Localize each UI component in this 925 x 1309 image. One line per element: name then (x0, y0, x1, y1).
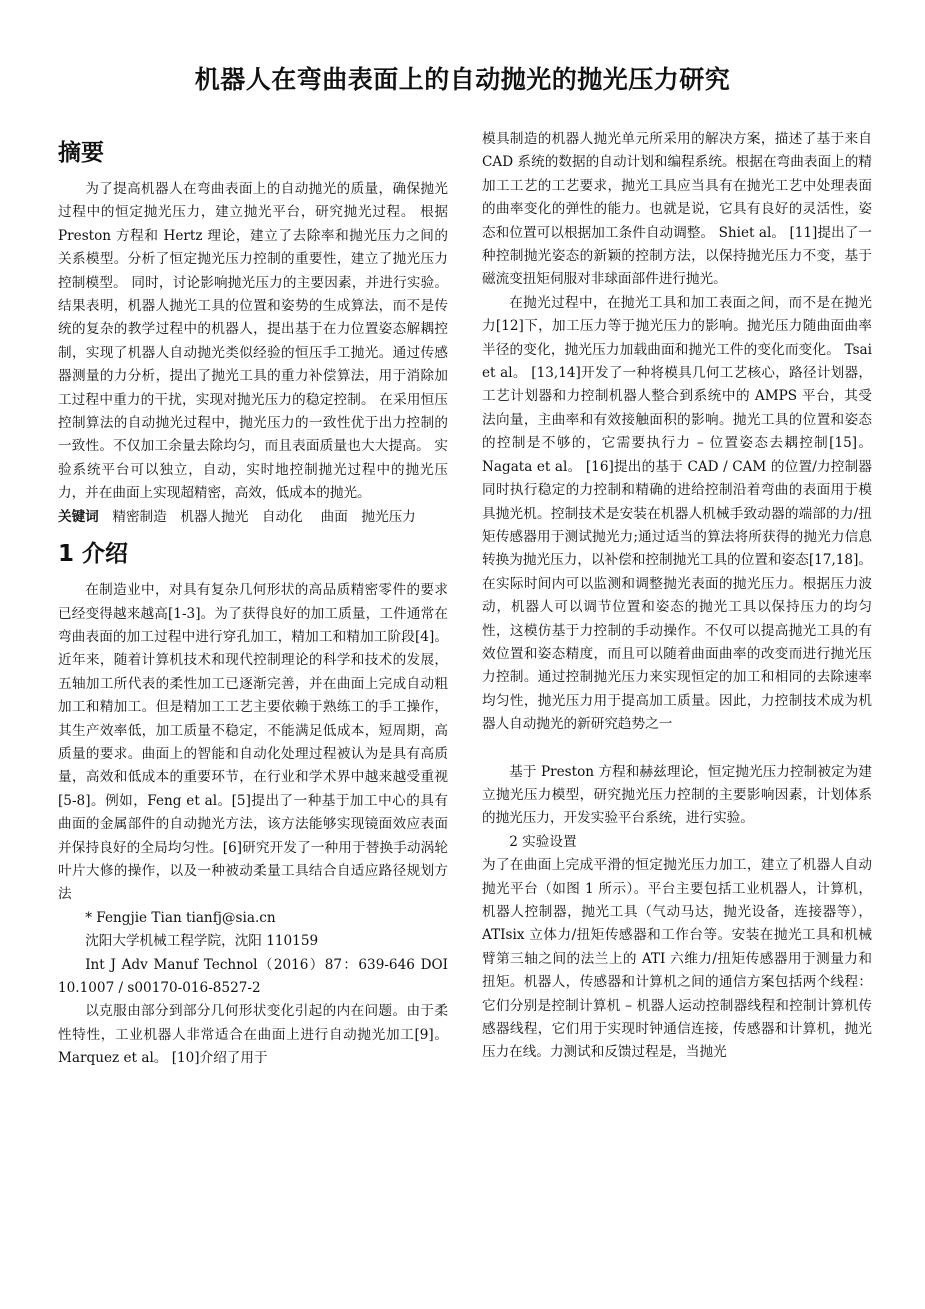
citation-note: Int J Adv Manuf Technol（2016）87：639-646 DOI 10.1007 / s00170-016-8527-2 (58, 956, 448, 996)
abstract-heading: 摘要 (58, 140, 104, 166)
affiliation-note: 沈阳大学机械工程学院，沈阳 110159 (85, 933, 319, 950)
intro-paragraph-2: 以克服由部分到部分几何形状变化引起的内在问题。由于柔性特性，工业机器人非常适合在曲面上进行自动抛光加工[9]。 Marquez et al。 [10]介绍了用于 (58, 1003, 448, 1067)
right-column (482, 128, 872, 1065)
page-title: 机器人在弯曲表面上的自动抛光的抛光压力研究 (194, 65, 731, 94)
right-paragraph-2: 在抛光过程中，在抛光工具和加工表面之间，而不是在抛光力[12]下，加工压力等于抛光压力的影响。抛光压力随曲面曲率半径的变化，抛光压力加载曲面和抛光工件的变化而变化。 Tsai et al。 [13,14]开发了一种将模具几何工艺核心，路径计划器，工艺计划器和力控制机器人整合到系统中的 AMPS 平台，其受法向量，主曲率和有效接触面积的影响。抛光工具的位置和姿态的控制是不够的，它需要执行力 – 位置姿态去耦控制[15]。 Nagata et al。 [16]提出的基于 CAD / CAM 的位置/力控制器同时执行稳定的力控制和精确的进给控制沿着弯曲的表面用于模具抛光机。控制技术是安装在机器人机械手致动器的端部的力/扭矩传感器用于测试抛光力;通过适当的算法将所获得的抛光力信息转换为抛光压力，以补偿和控制抛光工具的位置和姿态[17,18]。在实际时间内可以监测和调整抛光表面的抛光压力。根据压力波动，机器人可以调节位置和姿态的抛光工具以保持压力的均匀性，这模仿基于力控制的手动操作。不仅可以提高抛光工具的有效位置和姿态精度，而且可以随着曲面曲率的改变而进行抛光压力控制。通过控制抛光压力来实现恒定的加工和相同的去除速率均匀性，抛光压力用于提高加工质量。因此，力控制技术成为机器人自动抛光的新研究趋势之一 (482, 294, 872, 733)
abstract-text: 为了提高机器人在弯曲表面上的自动抛光的质量，确保抛光过程中的恒定抛光压力，建立抛光平台，研究抛光过程。 根据 Preston 方程和 Hertz 理论，建立了去除率和抛光压力之间的关系模型。分析了恒定抛光压力控制的重要性，建立了抛光压力控制模型。 同时，讨论影响抛光压力的主要因素，并进行实验。结果表明，机器人抛光工具的位置和姿势的生成算法，而不是传统的复杂的教学过程中的机器人，提出基于在力位置姿态解耦控制，实现了机器人自动抛光类似经验的恒压手工抛光。通过传感器测量的力分析，提出了抛光工具的重力补偿算法，用于消除加工过程中重力的干扰，实现对抛光压力的稳定控制。 在采用恒压控制算法的自动抛光过程中，抛光压力的一致性优于出力控制的一致性。不仅加工余量去除均匀，而且表面质量也大大提高。 实验系统平台可以独立，自动，实时地控制抛光过程中的抛光压力，并在曲面上实现超精密，高效，低成本的抛光。 (58, 181, 448, 502)
keywords-value: 精密制造 机器人抛光 自动化 曲面 抛光压力 (112, 508, 416, 525)
intro-heading: 1 介绍 (58, 541, 129, 568)
left-column (58, 128, 448, 1071)
right-paragraph-4: 为了在曲面上完成平滑的恒定抛光压力加工，建立了机器人自动抛光平台（如图 1 所示）。平台主要包括工业机器人，计算机，机器人控制器，抛光工具（气动马达，抛光设备，连接器等），ATIsix 立体力/扭矩传感器和工作台等。安装在抛光工具和机械臂第三轴之间的法兰上的 ATI 六维力/扭矩传感器用于测量力和扭矩。机器人，传感器和计算机之间的通信方案包括两个线程：它们分别是控制计算机 – 机器人运动控制器线程和控制计算机传感器线程，它们用于实现时钟通信连接，传感器和计算机，抛光压力在线。力测试和反馈过程是，当抛光 (482, 857, 872, 1061)
intro-paragraph-1: 在制造业中，对具有复杂几何形状的高品质精密零件的要求已经变得越来越高[1-3]。为了获得良好的加工质量，工件通常在弯曲表面的加工过程中进行穿孔加工，精加工和精加工阶段[4]。近年来，随着计算机技术和现代控制理论的科学和技术的发展，五轴加工所代表的柔性加工已逐渐完善，并在曲面上完成自动粗加工和精加工。但是精加工工艺主要依赖于熟练工的手工操作，其生产效率低，加工质量不稳定，不能满足低成本，短周期，高质量的要求。曲面上的智能和自动化处理过程被认为是具有高质量，高效和低成本的重要环节，在行业和学术界中越来越受重视[5-8]。例如，Feng et al。[5]提出了一种基于加工中心的具有曲面的金属部件的自动抛光方法，该方法能够实现镜面效应表面并保持良好的全局均匀性。[6]研究开发了一种用于替换手动涡轮叶片大修的操作，以及一种被动柔量工具结合自适应路径规划方法 (58, 582, 448, 903)
author-note: * Fengjie Tian tianfj@sia.cn (85, 909, 276, 926)
keywords (58, 506, 448, 529)
paragraph-gap (482, 737, 872, 761)
section-2-heading: 2 实验设置 (509, 833, 577, 850)
right-paragraph-1: 模具制造的机器人抛光单元所采用的解决方案，描述了基于来自 CAD 系统的数据的自动计划和编程系统。根据在弯曲表面上的精加工工艺的工艺要求，抛光工具应当具有在抛光工艺中处理表面的曲率变化的弹性的能力。也就是说，它具有良好的灵活性，姿态和位置可以根据加工条件自动调整。 Shiet al。 [11]提出了一种控制抛光姿态的新颖的控制方法，以保持抛光压力不变，基于磁流变扭矩伺服对非球面部件进行抛光。 (482, 131, 872, 288)
right-paragraph-3: 基于 Preston 方程和赫兹理论，恒定抛光压力控制被定为建立抛光压力模型，研究抛光压力控制的主要影响因素，计划体系的抛光压力，开发实验平台系统，进行实验。 (482, 763, 872, 827)
keywords-label: 关键词 (58, 508, 99, 525)
